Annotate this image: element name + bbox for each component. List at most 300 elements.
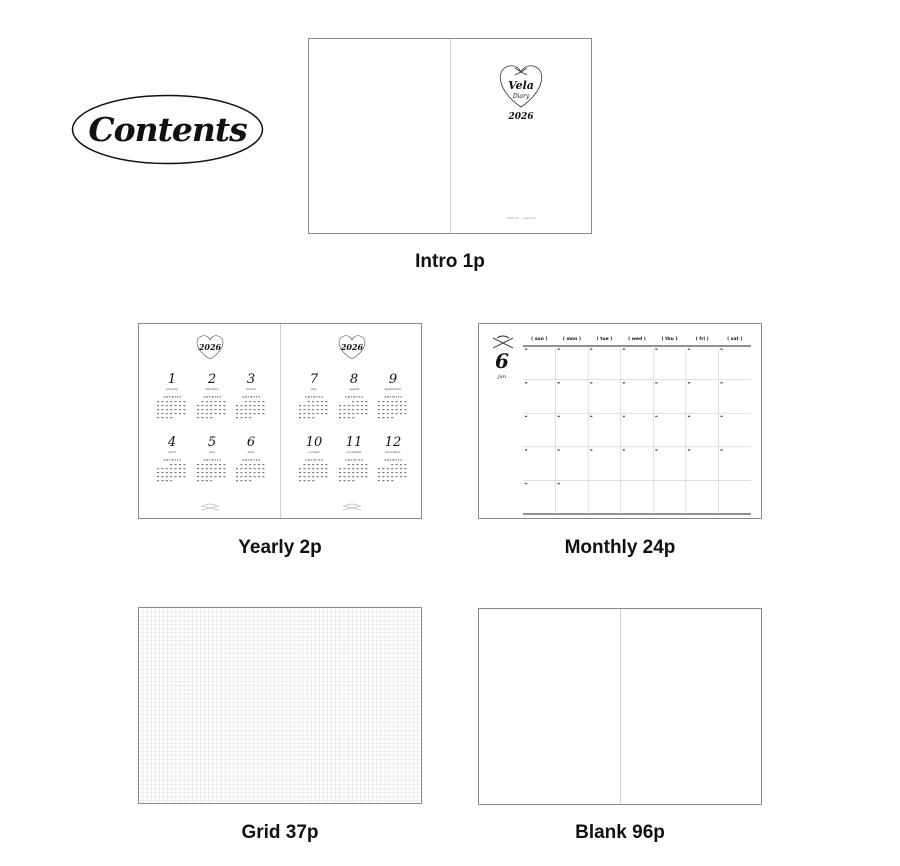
yearly-day-mark xyxy=(400,468,402,469)
contents-badge xyxy=(71,94,264,165)
yearly-day-mark xyxy=(303,405,305,406)
yearly-month-name: june xyxy=(247,450,255,454)
yearly-day-mark xyxy=(215,401,217,402)
yearly-day-mark xyxy=(352,413,354,414)
yearly-month-name: march xyxy=(246,387,256,391)
yearly-day-mark xyxy=(210,472,212,473)
yearly-day-mark xyxy=(303,464,305,465)
yearly-day-mark xyxy=(206,480,208,481)
yearly-day-mark xyxy=(215,468,217,469)
yearly-day-mark xyxy=(262,401,264,402)
yearly-bow-right-icon xyxy=(343,504,361,510)
yearly-day-mark xyxy=(262,476,264,477)
yearly-day-mark xyxy=(321,405,323,406)
yearly-weekday-row: S M T W T F S xyxy=(242,396,260,399)
yearly-day-mark xyxy=(249,480,251,481)
monthly-art xyxy=(479,324,762,519)
yearly-day-mark xyxy=(258,476,260,477)
monthly-grid xyxy=(523,336,751,514)
yearly-day-mark xyxy=(299,413,301,414)
yearly-day-mark xyxy=(258,409,260,410)
monthly-date-mark xyxy=(590,382,592,383)
yearly-day-mark xyxy=(387,468,389,469)
yearly-day-mark xyxy=(321,468,323,469)
yearly-year-right: 2026 xyxy=(340,342,364,352)
yearly-day-mark xyxy=(161,472,163,473)
monthly-date-mark xyxy=(590,349,592,350)
yearly-day-mark xyxy=(245,401,247,402)
yearly-day-mark xyxy=(215,472,217,473)
yearly-day-mark xyxy=(308,472,310,473)
yearly-day-mark xyxy=(166,476,168,477)
intro-year: 2026 xyxy=(508,112,534,122)
yearly-day-mark xyxy=(170,464,172,465)
yearly-day-mark xyxy=(317,413,319,414)
yearly-day-mark xyxy=(348,409,350,410)
yearly-day-mark xyxy=(400,409,402,410)
yearly-day-mark xyxy=(201,472,203,473)
yearly-art xyxy=(139,324,422,519)
intro-spread xyxy=(308,38,592,234)
yearly-day-mark xyxy=(352,468,354,469)
yearly-day-mark xyxy=(236,480,238,481)
monthly-date-mark xyxy=(720,449,722,450)
yearly-day-mark xyxy=(325,468,327,469)
yearly-day-mark xyxy=(166,480,168,481)
yearly-day-mark xyxy=(197,476,199,477)
yearly-day-mark xyxy=(161,413,163,414)
yearly-day-mark xyxy=(361,472,363,473)
yearly-day-mark xyxy=(299,468,301,469)
yearly-day-mark xyxy=(378,401,380,402)
yearly-day-mark xyxy=(206,464,208,465)
yearly-day-mark xyxy=(161,417,163,418)
yearly-day-mark xyxy=(245,480,247,481)
yearly-day-mark xyxy=(223,472,225,473)
yearly-day-mark xyxy=(254,409,256,410)
yearly-day-mark xyxy=(161,409,163,410)
yearly-months xyxy=(157,372,406,481)
yearly-day-mark xyxy=(197,409,199,410)
yearly-day-mark xyxy=(365,472,367,473)
yearly-day-mark xyxy=(357,409,359,410)
yearly-day-mark xyxy=(387,417,389,418)
yearly-day-mark xyxy=(170,409,172,410)
yearly-day-mark xyxy=(378,413,380,414)
monthly-date-mark xyxy=(558,449,560,450)
yearly-day-mark xyxy=(303,480,305,481)
yearly-day-mark xyxy=(262,468,264,469)
yearly-month-number: 7 xyxy=(309,372,319,387)
yearly-day-mark xyxy=(352,480,354,481)
monthly-date-mark xyxy=(525,416,527,417)
yearly-day-mark xyxy=(258,464,260,465)
yearly-day-mark xyxy=(201,417,203,418)
yearly-day-mark xyxy=(254,464,256,465)
yearly-day-mark xyxy=(382,413,384,414)
yearly-month-name: july xyxy=(311,387,317,391)
monthly-caption: Monthly 24p xyxy=(564,537,676,558)
yearly-day-mark xyxy=(387,401,389,402)
monthly-date-mark xyxy=(688,382,690,383)
yearly-day-mark xyxy=(245,405,247,406)
yearly-day-mark xyxy=(348,480,350,481)
yearly-month-number: 5 xyxy=(207,435,217,450)
yearly-month-number: 11 xyxy=(345,435,363,450)
yearly-day-mark xyxy=(391,476,393,477)
yearly-day-mark xyxy=(166,417,168,418)
yearly-day-mark xyxy=(215,476,217,477)
yearly-day-mark xyxy=(157,468,159,469)
yearly-day-mark xyxy=(179,401,181,402)
yearly-day-mark xyxy=(210,476,212,477)
monthly-day-header: ( mon ) xyxy=(562,337,581,342)
yearly-day-mark xyxy=(157,476,159,477)
intro-logo-line2: Diary xyxy=(512,93,530,100)
yearly-day-mark xyxy=(183,405,185,406)
yearly-day-mark xyxy=(245,468,247,469)
yearly-day-mark xyxy=(262,405,264,406)
yearly-day-mark xyxy=(236,409,238,410)
yearly-day-mark xyxy=(312,472,314,473)
yearly-day-mark xyxy=(365,468,367,469)
yearly-day-mark xyxy=(201,464,203,465)
yearly-day-mark xyxy=(206,413,208,414)
yearly-day-mark xyxy=(400,472,402,473)
yearly-day-mark xyxy=(179,472,181,473)
intro-logo-line1: Vela xyxy=(508,79,534,92)
yearly-day-mark xyxy=(179,476,181,477)
yearly-month-number: 3 xyxy=(246,372,256,387)
yearly-day-mark xyxy=(240,468,242,469)
yearly-day-mark xyxy=(166,413,168,414)
monthly-date-mark xyxy=(688,349,690,350)
yearly-day-mark xyxy=(201,401,203,402)
yearly-day-mark xyxy=(361,476,363,477)
yearly-day-mark xyxy=(352,464,354,465)
yearly-day-mark xyxy=(170,405,172,406)
yearly-day-mark xyxy=(365,413,367,414)
yearly-day-mark xyxy=(339,480,341,481)
yearly-day-mark xyxy=(404,409,406,410)
monthly-date-mark xyxy=(623,449,625,450)
yearly-day-mark xyxy=(240,417,242,418)
yearly-day-mark xyxy=(170,401,172,402)
yearly-day-mark xyxy=(258,405,260,406)
yearly-day-mark xyxy=(378,472,380,473)
yearly-day-mark xyxy=(179,413,181,414)
yearly-day-mark xyxy=(249,468,251,469)
yearly-month-number: 2 xyxy=(207,372,217,387)
yearly-day-mark xyxy=(249,472,251,473)
yearly-day-mark xyxy=(303,476,305,477)
yearly-day-mark xyxy=(157,405,159,406)
yearly-day-mark xyxy=(308,476,310,477)
yearly-day-mark xyxy=(303,409,305,410)
yearly-month-name: february xyxy=(205,387,219,391)
yearly-day-mark xyxy=(391,468,393,469)
yearly-day-mark xyxy=(170,417,172,418)
monthly-date-mark xyxy=(655,449,657,450)
yearly-day-mark xyxy=(382,476,384,477)
yearly-day-mark xyxy=(312,468,314,469)
yearly-day-mark xyxy=(325,405,327,406)
yearly-month-name: august xyxy=(348,387,360,391)
yearly-day-mark xyxy=(206,409,208,410)
yearly-day-mark xyxy=(317,405,319,406)
yearly-day-mark xyxy=(210,480,212,481)
yearly-day-mark xyxy=(387,476,389,477)
yearly-day-mark xyxy=(175,468,177,469)
yearly-day-mark xyxy=(308,413,310,414)
yearly-day-mark xyxy=(183,401,185,402)
yearly-day-mark xyxy=(249,417,251,418)
yearly-day-mark xyxy=(223,468,225,469)
yearly-day-mark xyxy=(400,464,402,465)
yearly-day-mark xyxy=(387,409,389,410)
yearly-day-mark xyxy=(183,413,185,414)
yearly-day-mark xyxy=(391,413,393,414)
yearly-day-mark xyxy=(249,409,251,410)
yearly-day-mark xyxy=(210,464,212,465)
yearly-day-mark xyxy=(321,413,323,414)
yearly-day-mark xyxy=(339,417,341,418)
yearly-day-mark xyxy=(365,409,367,410)
yearly-day-mark xyxy=(254,472,256,473)
yearly-day-mark xyxy=(262,464,264,465)
monthly-day-header: ( sun ) xyxy=(531,337,548,342)
yearly-day-mark xyxy=(348,413,350,414)
monthly-date-mark xyxy=(720,416,722,417)
yearly-day-mark xyxy=(236,417,238,418)
yearly-day-mark xyxy=(343,472,345,473)
monthly-date-mark xyxy=(655,349,657,350)
yearly-month-name: september xyxy=(384,387,402,391)
yearly-day-mark xyxy=(223,401,225,402)
yearly-day-mark xyxy=(258,413,260,414)
yearly-weekday-row: S M T W T F S xyxy=(305,396,323,399)
yearly-day-mark xyxy=(312,401,314,402)
yearly-day-mark xyxy=(339,472,341,473)
monthly-date-mark xyxy=(590,449,592,450)
yearly-day-mark xyxy=(404,468,406,469)
yearly-day-mark xyxy=(223,413,225,414)
yearly-day-mark xyxy=(166,468,168,469)
yearly-day-mark xyxy=(348,464,350,465)
yearly-day-mark xyxy=(312,409,314,410)
yearly-day-mark xyxy=(166,405,168,406)
yearly-day-mark xyxy=(197,468,199,469)
monthly-date-mark xyxy=(558,483,560,484)
yearly-day-mark xyxy=(352,476,354,477)
monthly-date-mark xyxy=(623,349,625,350)
yearly-day-mark xyxy=(157,413,159,414)
yearly-day-mark xyxy=(219,472,221,473)
monthly-day-header: ( thu ) xyxy=(661,337,678,342)
yearly-day-mark xyxy=(343,480,345,481)
yearly-day-mark xyxy=(245,472,247,473)
yearly-day-mark xyxy=(361,405,363,406)
yearly-day-mark xyxy=(312,480,314,481)
yearly-day-mark xyxy=(303,472,305,473)
yearly-weekday-row: S M T W T F S xyxy=(203,459,221,462)
yearly-day-mark xyxy=(299,417,301,418)
grid-pattern xyxy=(139,608,422,804)
yearly-day-mark xyxy=(382,472,384,473)
yearly-day-mark xyxy=(175,472,177,473)
yearly-day-mark xyxy=(387,480,389,481)
yearly-day-mark xyxy=(317,401,319,402)
yearly-day-mark xyxy=(197,413,199,414)
yearly-day-mark xyxy=(240,409,242,410)
yearly-day-mark xyxy=(219,413,221,414)
yearly-day-mark xyxy=(325,413,327,414)
yearly-day-mark xyxy=(219,468,221,469)
yearly-day-mark xyxy=(210,468,212,469)
yearly-day-mark xyxy=(215,464,217,465)
yearly-day-mark xyxy=(210,417,212,418)
yearly-day-mark xyxy=(249,401,251,402)
yearly-day-mark xyxy=(197,417,199,418)
yearly-day-mark xyxy=(201,409,203,410)
yearly-weekday-row: S M T W T F S xyxy=(384,459,402,462)
yearly-day-mark xyxy=(299,405,301,406)
yearly-day-mark xyxy=(361,468,363,469)
yearly-day-mark xyxy=(206,476,208,477)
yearly-day-mark xyxy=(223,464,225,465)
yearly-day-mark xyxy=(321,409,323,410)
yearly-day-mark xyxy=(157,401,159,402)
yearly-caption: Yearly 2p xyxy=(238,537,322,558)
yearly-day-mark xyxy=(157,409,159,410)
yearly-month-number: 1 xyxy=(167,372,177,387)
yearly-day-mark xyxy=(240,464,242,465)
yearly-day-mark xyxy=(387,405,389,406)
yearly-month-name: may xyxy=(208,450,216,454)
yearly-day-mark xyxy=(249,464,251,465)
yearly-day-mark xyxy=(352,417,354,418)
yearly-day-mark xyxy=(157,480,159,481)
yearly-day-mark xyxy=(352,401,354,402)
yearly-day-mark xyxy=(201,480,203,481)
yearly-day-mark xyxy=(343,409,345,410)
yearly-day-mark xyxy=(365,405,367,406)
yearly-month-name: april xyxy=(168,450,176,454)
yearly-day-mark xyxy=(170,472,172,473)
yearly-day-mark xyxy=(382,417,384,418)
yearly-day-mark xyxy=(245,417,247,418)
monthly-date-mark xyxy=(688,449,690,450)
yearly-month-number: 9 xyxy=(388,372,398,387)
yearly-day-mark xyxy=(400,405,402,406)
yearly-day-mark xyxy=(308,401,310,402)
blank-spread xyxy=(478,608,762,805)
yearly-day-mark xyxy=(197,472,199,473)
yearly-day-mark xyxy=(175,409,177,410)
yearly-day-mark xyxy=(396,468,398,469)
yearly-day-mark xyxy=(170,480,172,481)
monthly-date-mark xyxy=(720,382,722,383)
yearly-day-mark xyxy=(240,405,242,406)
yearly-year-left: 2026 xyxy=(198,342,222,352)
yearly-day-mark xyxy=(378,480,380,481)
yearly-day-mark xyxy=(219,464,221,465)
yearly-day-mark xyxy=(343,476,345,477)
yearly-day-mark xyxy=(254,476,256,477)
yearly-day-mark xyxy=(166,409,168,410)
yearly-day-mark xyxy=(210,413,212,414)
monthly-date-mark xyxy=(655,382,657,383)
yearly-day-mark xyxy=(357,401,359,402)
yearly-day-mark xyxy=(175,464,177,465)
yearly-day-mark xyxy=(170,476,172,477)
yearly-day-mark xyxy=(357,468,359,469)
yearly-day-mark xyxy=(391,401,393,402)
blank-caption: Blank 96p xyxy=(575,822,665,843)
yearly-day-mark xyxy=(240,476,242,477)
yearly-day-mark xyxy=(357,405,359,406)
yearly-day-mark xyxy=(352,405,354,406)
yearly-weekday-row: S M T W T F S xyxy=(384,396,402,399)
yearly-day-mark xyxy=(175,401,177,402)
yearly-day-mark xyxy=(161,468,163,469)
yearly-day-mark xyxy=(391,480,393,481)
yearly-day-mark xyxy=(317,468,319,469)
yearly-day-mark xyxy=(396,413,398,414)
yearly-day-mark xyxy=(303,413,305,414)
yearly-day-mark xyxy=(236,405,238,406)
yearly-day-mark xyxy=(343,468,345,469)
yearly-day-mark xyxy=(365,464,367,465)
yearly-day-mark xyxy=(396,409,398,410)
yearly-day-mark xyxy=(161,405,163,406)
yearly-day-mark xyxy=(382,405,384,406)
yearly-day-mark xyxy=(179,409,181,410)
yearly-weekday-row: S M T W T F S xyxy=(345,459,363,462)
yearly-day-mark xyxy=(400,413,402,414)
yearly-day-mark xyxy=(245,413,247,414)
yearly-month-name: december xyxy=(385,450,401,454)
yearly-day-mark xyxy=(312,405,314,406)
yearly-day-mark xyxy=(175,413,177,414)
yearly-day-mark xyxy=(343,417,345,418)
yearly-month-number: 10 xyxy=(305,435,323,450)
yearly-day-mark xyxy=(391,405,393,406)
yearly-day-mark xyxy=(400,401,402,402)
yearly-day-mark xyxy=(262,409,264,410)
yearly-day-mark xyxy=(245,409,247,410)
blank-gutter xyxy=(620,609,621,804)
yearly-day-mark xyxy=(210,409,212,410)
yearly-day-mark xyxy=(396,401,398,402)
yearly-day-mark xyxy=(339,468,341,469)
yearly-day-mark xyxy=(179,464,181,465)
yearly-day-mark xyxy=(348,468,350,469)
yearly-day-mark xyxy=(321,476,323,477)
yearly-day-mark xyxy=(299,409,301,410)
yearly-day-mark xyxy=(201,476,203,477)
yearly-day-mark xyxy=(317,476,319,477)
yearly-day-mark xyxy=(219,401,221,402)
yearly-day-mark xyxy=(258,401,260,402)
monthly-date-mark xyxy=(558,416,560,417)
yearly-spread xyxy=(138,323,422,519)
yearly-day-mark xyxy=(396,464,398,465)
yearly-day-mark xyxy=(339,413,341,414)
yearly-day-mark xyxy=(404,413,406,414)
contents-oval xyxy=(71,94,264,165)
monthly-date-mark xyxy=(525,382,527,383)
